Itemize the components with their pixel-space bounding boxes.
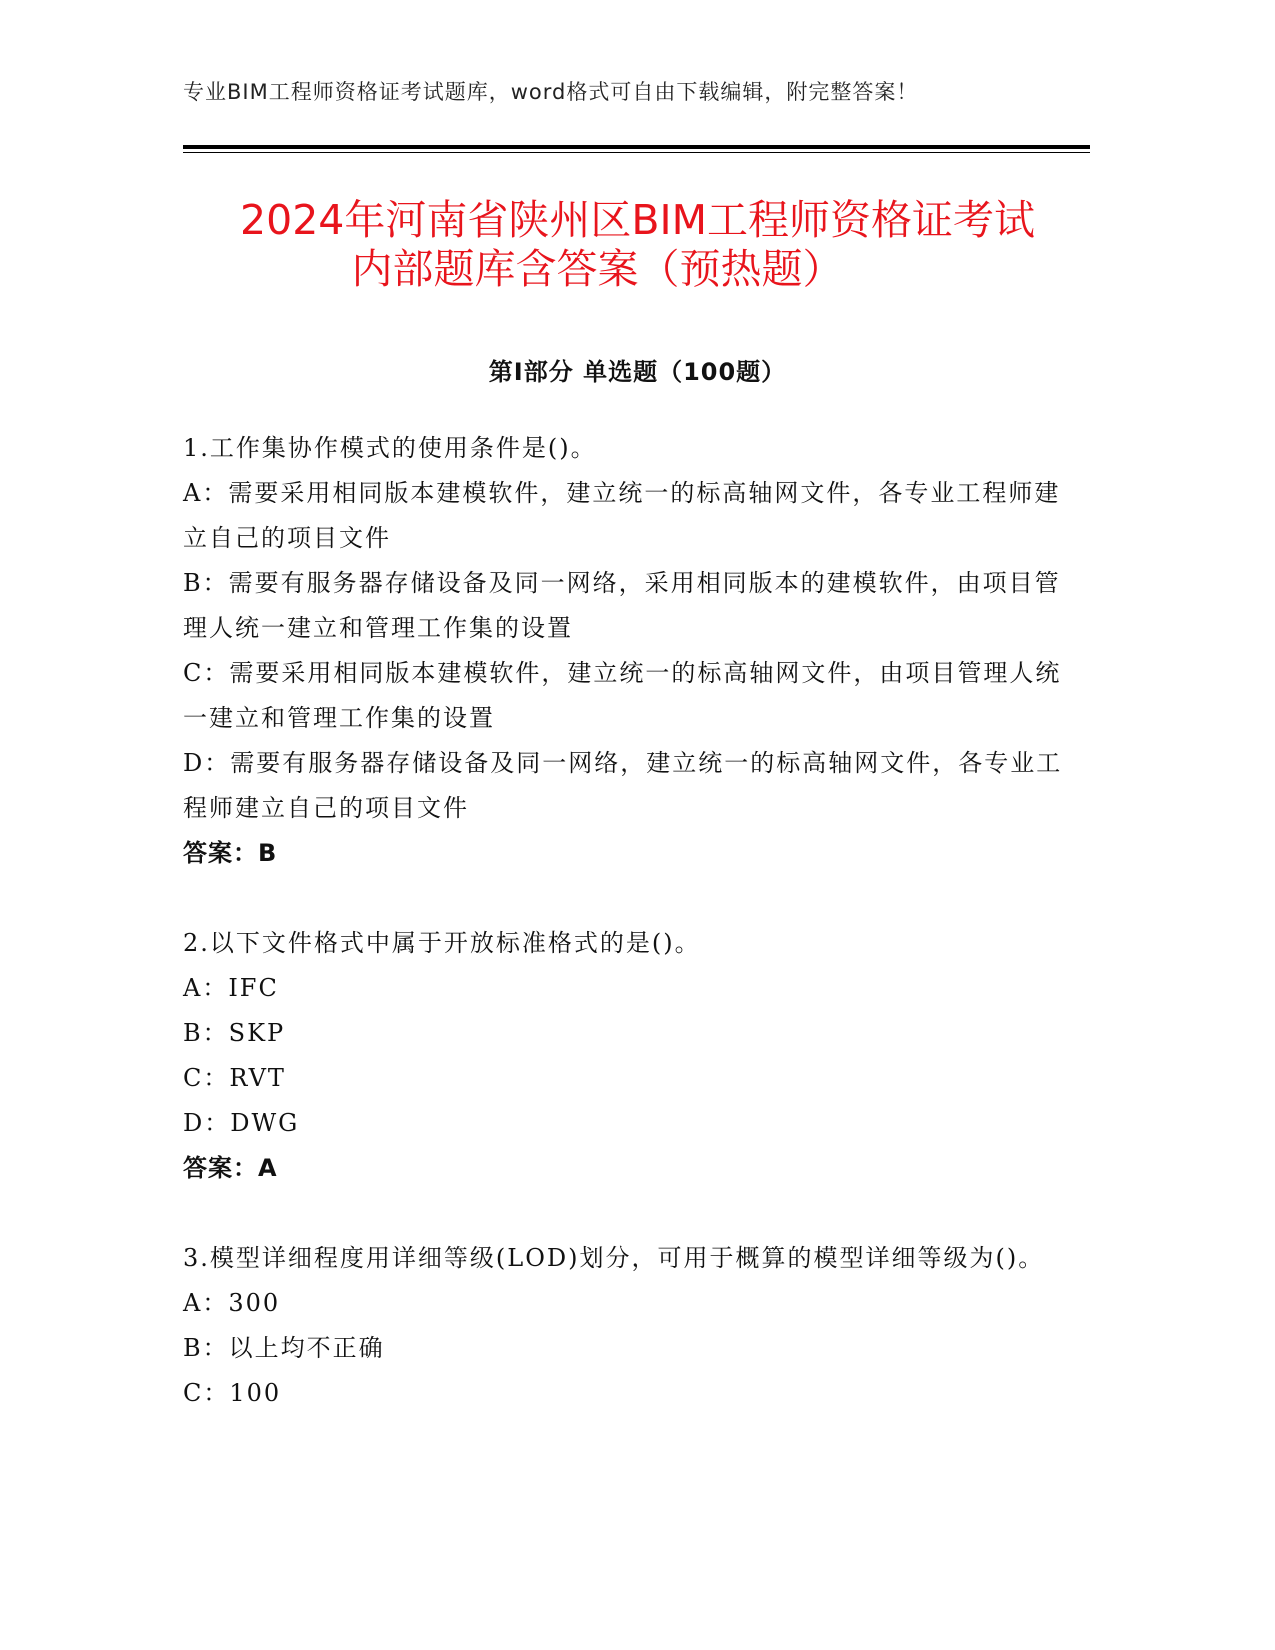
option-b: B：需要有服务器存储设备及同一网络，采用相同版本的建模软件，由项目管理人统一建立和管理工作集的设置 [183, 569, 1061, 642]
answer: 答案：A [183, 1154, 278, 1182]
question-3 [183, 1236, 1073, 1416]
header-note: 专业BIM工程师资格证考试题库，word格式可自由下载编辑，附完整答案！ [183, 80, 919, 104]
option-c: C：100 [183, 1379, 282, 1407]
document-title-line-1: 2024年河南省陕州区BIM工程师资格证考试 [240, 196, 1035, 244]
option-b: B：SKP [183, 1019, 286, 1047]
question-1 [183, 426, 1073, 876]
question-stem: 1.工作集协作模式的使用条件是()。 [183, 434, 597, 462]
option-d: D：需要有服务器存储设备及同一网络，建立统一的标高轴网文件，各专业工程师建立自己的项目文件 [183, 749, 1063, 822]
option-c: C：RVT [183, 1064, 286, 1092]
section-heading: 第Ⅰ部分 单选题（100题） [488, 358, 787, 386]
option-a: A：需要采用相同版本建模软件，建立统一的标高轴网文件，各专业工程师建立自己的项目文件 [183, 479, 1061, 552]
question-2 [183, 921, 1073, 1191]
option-a: A：IFC [183, 974, 279, 1002]
document-title [150, 196, 1125, 294]
question-stem: 2.以下文件格式中属于开放标准格式的是()。 [183, 929, 701, 957]
option-c: C：需要采用相同版本建模软件，建立统一的标高轴网文件，由项目管理人统一建立和管理工作集的设置 [183, 659, 1062, 732]
question-stem: 3.模型详细程度用详细等级(LOD)划分，可用于概算的模型详细等级为()。 [183, 1244, 1045, 1272]
option-b: B：以上均不正确 [183, 1334, 385, 1362]
document-title-line-2: 内部题库含答案（预热题） [351, 245, 844, 293]
option-d: D：DWG [183, 1109, 300, 1137]
header-rule-thick [183, 145, 1090, 149]
header-rule-thin [183, 152, 1090, 153]
option-a: A：300 [183, 1289, 281, 1317]
answer: 答案：B [183, 839, 278, 867]
question-list [183, 426, 1073, 1461]
